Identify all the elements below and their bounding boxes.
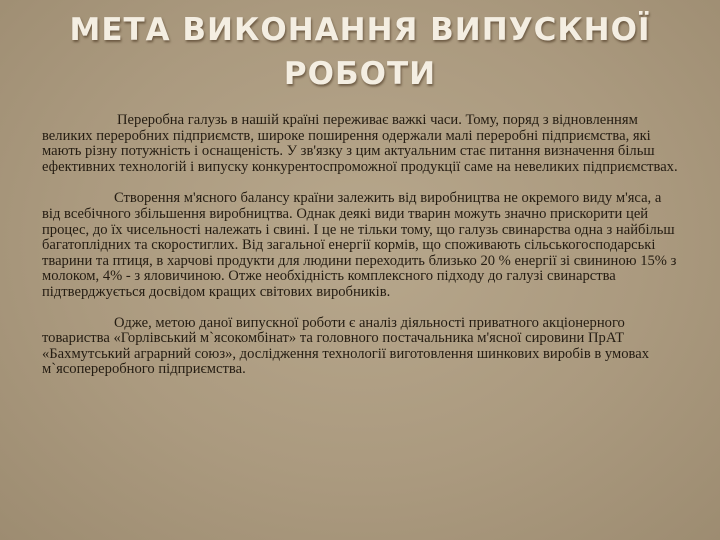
paragraph-2: Створення м'ясного балансу країни залежить від виробництва не окремого виду м'яса, а від всебічного збільшення виробництва. Однак деякі види тварин можуть значно прискорити цей процес, до їх чисельності належать і свині. І це не тільки тому, що галузь свинарства одна з найбільш багатоплідних та скоростиглих. Від загальної енергії кормів, що споживають сільськогосподарські тварини та птиця, в харчові продукти для людини переходить близько 20 % енергії зі свининою 15% з молоком, 4% - з яловичиною. Отже необхідність комплексного підходу до галузі свинарства підтверджується досвідом кращих світових виробників. xyxy=(42,190,677,300)
slide-title-line-1: МЕТА ВИКОНАННЯ ВИПУСКНОЇ xyxy=(69,12,651,48)
slide-title xyxy=(60,8,660,96)
slide-body xyxy=(42,113,682,378)
paragraph-1: Переробна галузь в нашій країні переживає важкі часи. Тому, поряд з відновленням великих переробних підприємств, широке поширення одержали малі переробні підприємства, які мають різну потужність і оснащеність. У зв'язку з цим актуальним стає питання визначення більш ефективних технологій і випуску конкурентоспроможної продукції саме на невеликих підприємствах. xyxy=(42,112,678,175)
slide-title-line-2: РОБОТИ xyxy=(283,56,437,92)
paragraph-3: Одже, метою даної випускної роботи є аналіз діяльності приватного акціонерного товариства «Горлівський м`ясокомбінат» та головного постачальника м'ясної сировини ПрАТ «Бахмутський аграрний союз», дослідження технології виготовлення шинкових виробів в умовах м`ясопереробного підприємства. xyxy=(42,314,650,378)
